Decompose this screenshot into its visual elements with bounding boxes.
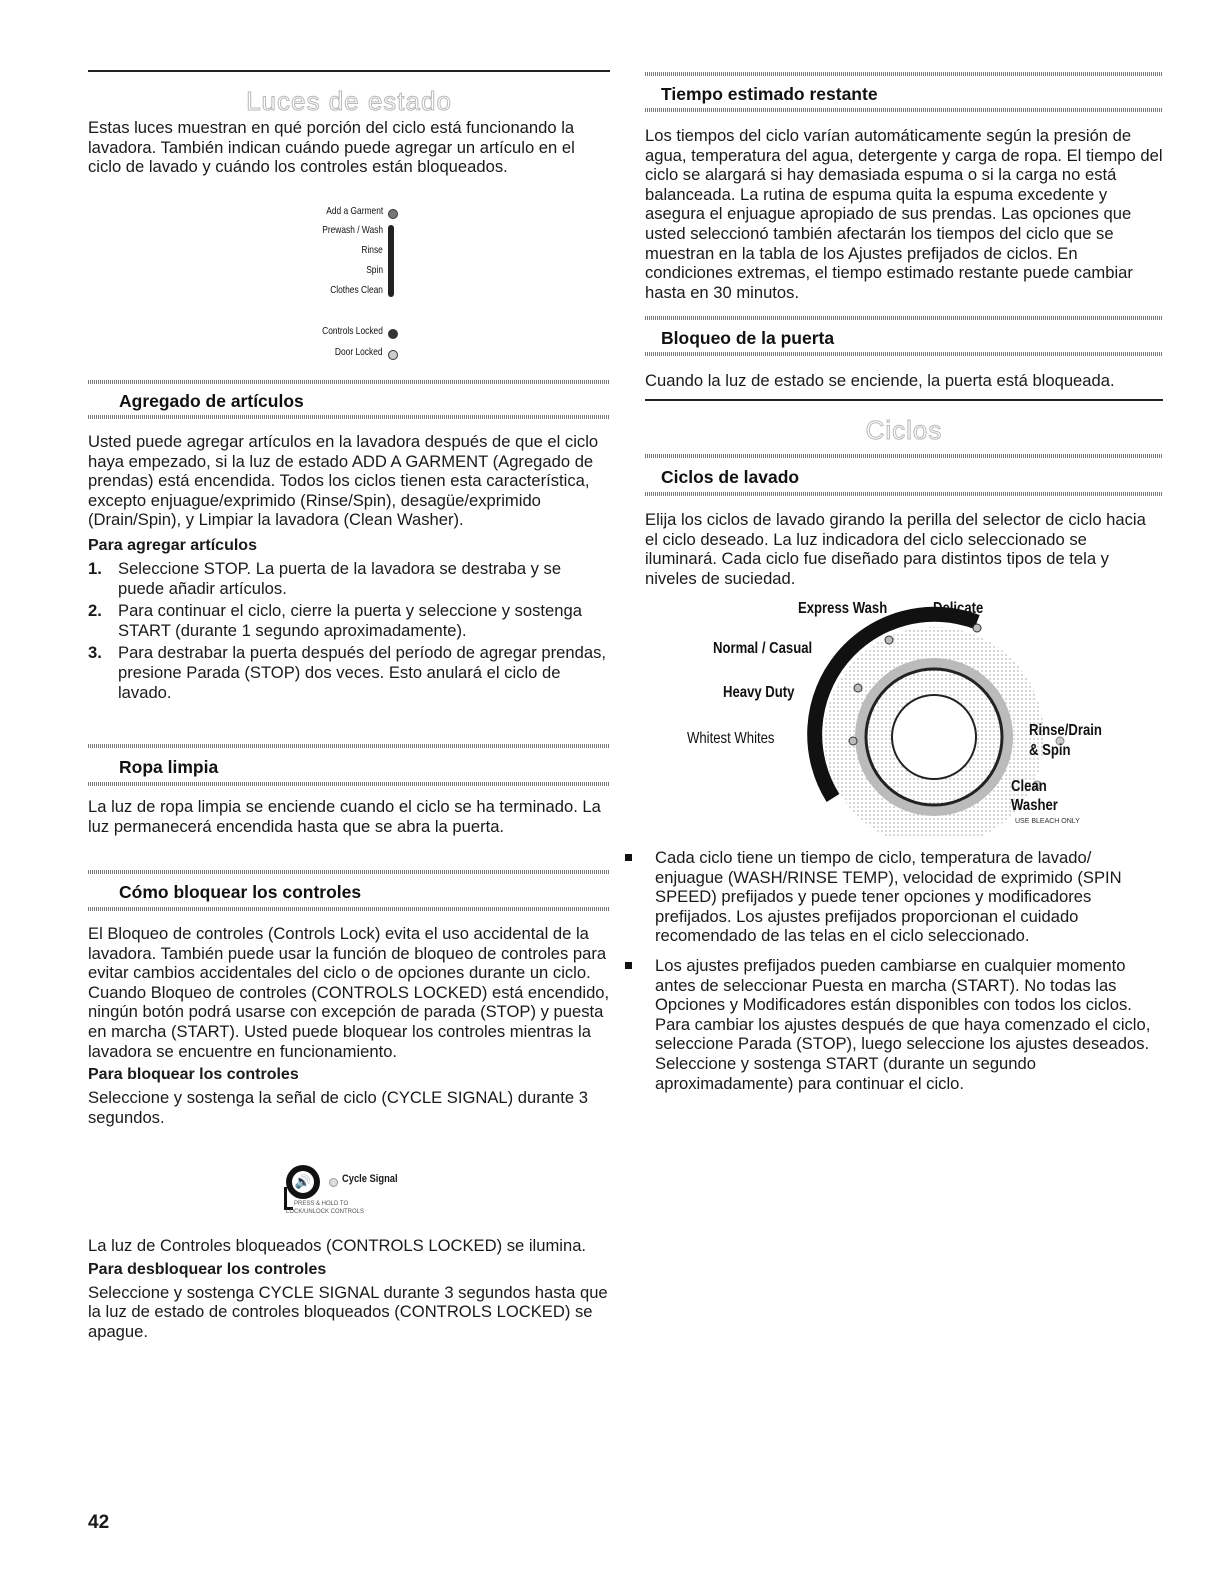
indicator-label: Clothes Clean bbox=[330, 284, 383, 296]
time-remaining-body: Los tiempos del ciclo varían automáticamente según la presión de agua, temperatura del agua, detergente y carga de ropa. El tiempo del ciclo se alargará si hay demasiada espuma o si la carga no está balanceada. La rutina de espuma quita la espuma excedente y asegura el enjuague apropiado de sus prendas. Las opciones que usted seleccionó también afectarán los tiempos del ciclo que se muestran en la tabla de los Ajustes prefijados de ciclos. En condiciones extremas, el tiempo estimado restante puede cambiar hasta en 30 minutos. bbox=[645, 126, 1163, 302]
list-item: Cada ciclo tiene un tiempo de ciclo, temperatura de lavado/ enjuague (WASH/RINSE TEMP), velocidad de exprimido (SPIN SPEED) prefijados y puede tener opciones y modificadores prefijados. Los ajustes prefijados proporcionan el cuidado recomendado de las telas en el ciclo seleccionado. bbox=[625, 848, 1163, 946]
clean-clothes-body: La luz de ropa limpia se enciende cuando el ciclo se ha terminado. La luz permanecerá encendida hasta que se abra la puerta. bbox=[88, 797, 601, 836]
dial-label-spin: & Spin bbox=[1029, 742, 1071, 759]
dial-label-rinse-drain: Rinse/Drain bbox=[1029, 722, 1102, 739]
cycle-knob-icon bbox=[685, 598, 1125, 838]
unlock-body: Seleccione y sostenga CYCLE SIGNAL durante 3 segundos hasta que la luz de estado de controles bloqueados (CONTROLS LOCKED) se apague. bbox=[88, 1282, 608, 1341]
dial-label-delicate: Delicate bbox=[933, 600, 984, 617]
section-divider bbox=[645, 72, 1163, 76]
lock-subheading: Para bloquear los controles bbox=[88, 1066, 299, 1084]
section-divider bbox=[88, 907, 610, 911]
button-caption: PRESS & HOLD TO bbox=[294, 1201, 349, 1207]
progress-track-icon bbox=[388, 225, 394, 297]
list-item: 2. Para continuar el ciclo, cierre la puerta y seleccione y sostenga START (durante 1 segundo aproximadamente). bbox=[88, 601, 582, 640]
status-lights-intro: Estas luces muestran en qué porción del ciclo está funcionando la lavadora. También indican cuándo puede agregar un artículo en el ciclo de lavado y cuándo los controles están bloqueados. bbox=[88, 118, 575, 177]
door-lock-body: Cuando la luz de estado se enciende, la puerta está bloqueada. bbox=[645, 371, 1115, 390]
wash-cycles-body: Elija los ciclos de lavado girando la perilla del selector de ciclo hacia el ciclo deseado. La luz indicadora del ciclo seleccionado se iluminará. Cada ciclo fue diseñado para distintos tipos de tela y niveles de suciedad. bbox=[645, 510, 1146, 588]
indicator-label: Spin bbox=[366, 264, 383, 276]
indicator-label: Controls Locked bbox=[322, 325, 383, 337]
dial-label-express-wash: Express Wash bbox=[798, 600, 888, 617]
add-items-heading: Agregado de artículos bbox=[119, 391, 304, 411]
cycles-title: Ciclos bbox=[865, 415, 943, 445]
section-divider bbox=[645, 454, 1163, 458]
door-lamp-icon bbox=[388, 350, 398, 360]
cycle-signal-graphic bbox=[286, 1165, 486, 1225]
list-item: 1. Seleccione STOP. La puerta de la lavadora se destraba y se puede añadir artículos. bbox=[88, 558, 562, 598]
indicator-label: Door Locked bbox=[335, 346, 383, 358]
section-divider bbox=[88, 744, 610, 748]
section-divider bbox=[645, 316, 1163, 320]
indicator-label: Prewash / Wash bbox=[322, 224, 383, 236]
lock-bracket-icon bbox=[284, 1187, 293, 1210]
signal-lamp-icon bbox=[329, 1178, 338, 1187]
add-items-body: Usted puede agregar artículos en la lavadora después de que el ciclo haya empezado, si la luz de estado ADD A GARMENT (Agregado de prendas) está encendida. Todos los ciclos tienen esta característica, excepto enjuague/exprimido (Rinse/Spin), desagüe/exprimido (Drain/Spin), y Limpiar la lavadora (Clean Washer). bbox=[88, 432, 599, 530]
clean-clothes-heading: Ropa limpia bbox=[119, 757, 219, 777]
section-divider bbox=[88, 380, 610, 384]
status-lights-title: Luces de estado bbox=[246, 86, 452, 116]
dial-label-bleach-only: USE BLEACH ONLY bbox=[1015, 818, 1080, 825]
section-divider bbox=[88, 415, 610, 419]
section-divider bbox=[88, 870, 610, 874]
cycle-dial-diagram bbox=[685, 598, 1125, 838]
indicator-label: Add a Garment bbox=[326, 205, 383, 217]
lock-lamp-icon bbox=[388, 329, 398, 339]
cycle-signal-label: Cycle Signal bbox=[342, 1173, 398, 1185]
time-remaining-heading: Tiempo estimado restante bbox=[661, 84, 878, 104]
speaker-icon: 🔊 bbox=[292, 1171, 314, 1193]
lock-body: Seleccione y sostenga la señal de ciclo (CYCLE SIGNAL) durante 3 segundos. bbox=[88, 1088, 588, 1127]
top-rule bbox=[88, 70, 610, 72]
dial-label-whitest-whites: Whitest Whites bbox=[687, 730, 775, 747]
section-divider bbox=[645, 108, 1163, 112]
page-number: 42 bbox=[88, 1512, 110, 1533]
lock-controls-heading: Cómo bloquear los controles bbox=[119, 882, 362, 902]
unlock-subheading: Para desbloquear los controles bbox=[88, 1260, 327, 1278]
cycles-bullets bbox=[625, 848, 1163, 1093]
status-lamp-icon bbox=[388, 209, 398, 219]
list-item: Los ajustes prefijados pueden cambiarse en cualquier momento antes de seleccionar Puesta en marcha (START). No todas las Opciones y Modificadores están disponibles con todos los ciclos. Para cambiar los ajustes después de que haya comenzado el ciclo, seleccione Parada (STOP), luego seleccione los ajustes deseados. Seleccione y sostenga START (durante un segundo aproximadamente) para continuar el ciclo. bbox=[625, 956, 1163, 1093]
list-item: 3. Para destrabar la puerta después del período de agregar prendas, presione Parada (STOP) dos veces. Esto anulará el ciclo de lavado. bbox=[88, 643, 607, 702]
section-rule bbox=[645, 399, 1163, 401]
status-lights-diagram bbox=[258, 200, 408, 360]
button-caption: LOCK/UNLOCK CONTROLS bbox=[286, 1209, 365, 1215]
lock-controls-body: El Bloqueo de controles (Controls Lock) evita el uso accidental de la lavadora. También puede usar la función de bloqueo de controles para evitar cambios accidentales del ciclo o de opciones durante un ciclo. Cuando Bloqueo de controles (CONTROLS LOCKED) está encendido, ningún botón podrá usarse con excepción de parada (STOP) y puesta en marcha (START). Usted puede bloquear los controles mientras la lavadora se encuentre en funcionamiento. bbox=[88, 924, 610, 1061]
section-divider bbox=[645, 352, 1163, 356]
add-items-steps bbox=[88, 559, 610, 702]
door-lock-heading: Bloqueo de la puerta bbox=[661, 328, 835, 348]
dial-label-clean: Clean bbox=[1011, 778, 1047, 795]
section-divider bbox=[88, 782, 610, 786]
indicator-label: Rinse bbox=[361, 244, 383, 256]
dial-label-heavy-duty: Heavy Duty bbox=[723, 684, 795, 701]
add-items-subheading: Para agregar artículos bbox=[88, 536, 257, 554]
after-button-text: La luz de Controles bloqueados (CONTROLS LOCKED) se ilumina. bbox=[88, 1236, 587, 1255]
dial-label-washer: Washer bbox=[1011, 797, 1058, 814]
dial-label-normal-casual: Normal / Casual bbox=[713, 640, 813, 657]
wash-cycles-heading: Ciclos de lavado bbox=[661, 467, 800, 487]
section-divider bbox=[645, 492, 1163, 496]
